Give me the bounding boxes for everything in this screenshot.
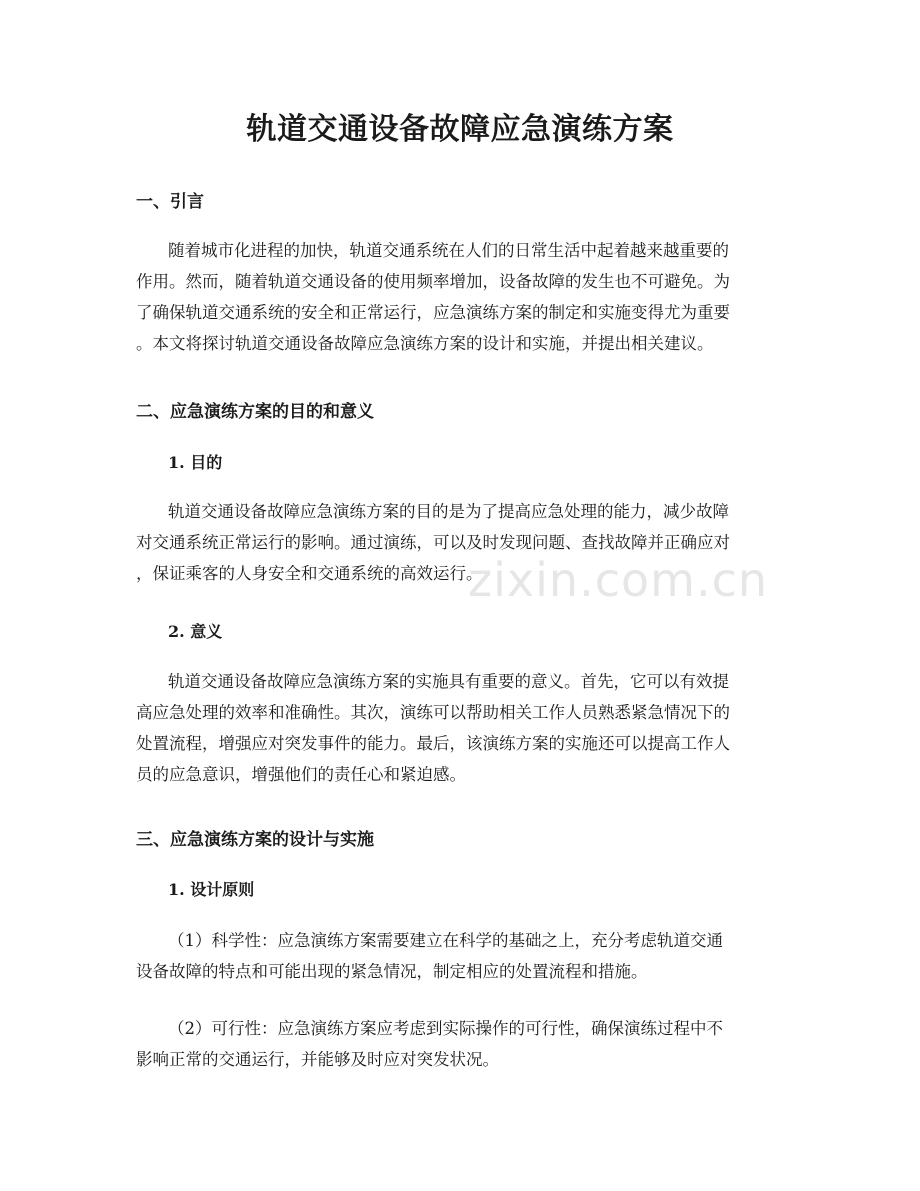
text-line: 。本文将探讨轨道交通设备故障应急演练方案的设计和实施，并提出相关建议。	[136, 334, 714, 353]
document-title: 轨道交通设备故障应急演练方案	[246, 112, 674, 147]
section-heading-purpose-significance: 二、应急演练方案的目的和意义	[136, 402, 374, 422]
text-line: 对交通系统正常运行的影响。通过演练，可以及时发现问题、查找故障并正确应对	[136, 533, 730, 552]
text-line: 设备故障的特点和可能出现的紧急情况，制定相应的处置流程和措施。	[136, 962, 648, 981]
watermark: zixin.com.cn	[468, 553, 769, 607]
text-line: 影响正常的交通运行，并能够及时应对突发状况。	[136, 1050, 499, 1069]
text-line: ，保证乘客的人身安全和交通系统的高效运行。	[136, 564, 483, 583]
section-heading-introduction: 一、引言	[136, 192, 204, 212]
text-line: 轨道交通设备故障应急演练方案的目的是为了提高应急处理的能力，减少故障	[168, 502, 729, 521]
text-line: （1）科学性：应急演练方案需要建立在科学的基础之上，充分考虑轨道交通	[168, 931, 723, 950]
subsection-heading-significance: 2. 意义	[168, 622, 223, 641]
subsection-heading-design-principles: 1. 设计原则	[168, 880, 255, 899]
text-line: 员的应急意识，增强他们的责任心和紧迫感。	[136, 765, 466, 784]
text-line: 处置流程，增强应对突发事件的能力。最后，该演练方案的实施还可以提高工作人	[136, 734, 730, 753]
text-line: 轨道交通设备故障应急演练方案的实施具有重要的意义。首先，它可以有效提	[168, 672, 729, 691]
paragraph-purpose	[136, 496, 784, 589]
text-line: 作用。然而，随着轨道交通设备的使用频率增加，设备故障的发生也不可避免。为	[136, 272, 730, 291]
subsection-heading-purpose: 1. 目的	[168, 453, 223, 472]
list-item-feasibility	[136, 1013, 784, 1075]
list-item-scientific	[136, 925, 784, 987]
paragraph-significance	[136, 666, 784, 790]
text-line: 了确保轨道交通系统的安全和正常运行，应急演练方案的制定和实施变得尤为重要	[136, 303, 730, 322]
text-line: （2）可行性：应急演练方案应考虑到实际操作的可行性，确保演练过程中不	[168, 1019, 723, 1038]
text-line: 高应急处理的效率和准确性。其次，演练可以帮助相关工作人员熟悉紧急情况下的	[136, 703, 730, 722]
text-line: 随着城市化进程的加快，轨道交通系统在人们的日常生活中起着越来越重要的	[168, 241, 729, 260]
paragraph-introduction	[136, 235, 784, 359]
section-heading-design-implementation: 三、应急演练方案的设计与实施	[136, 830, 374, 850]
